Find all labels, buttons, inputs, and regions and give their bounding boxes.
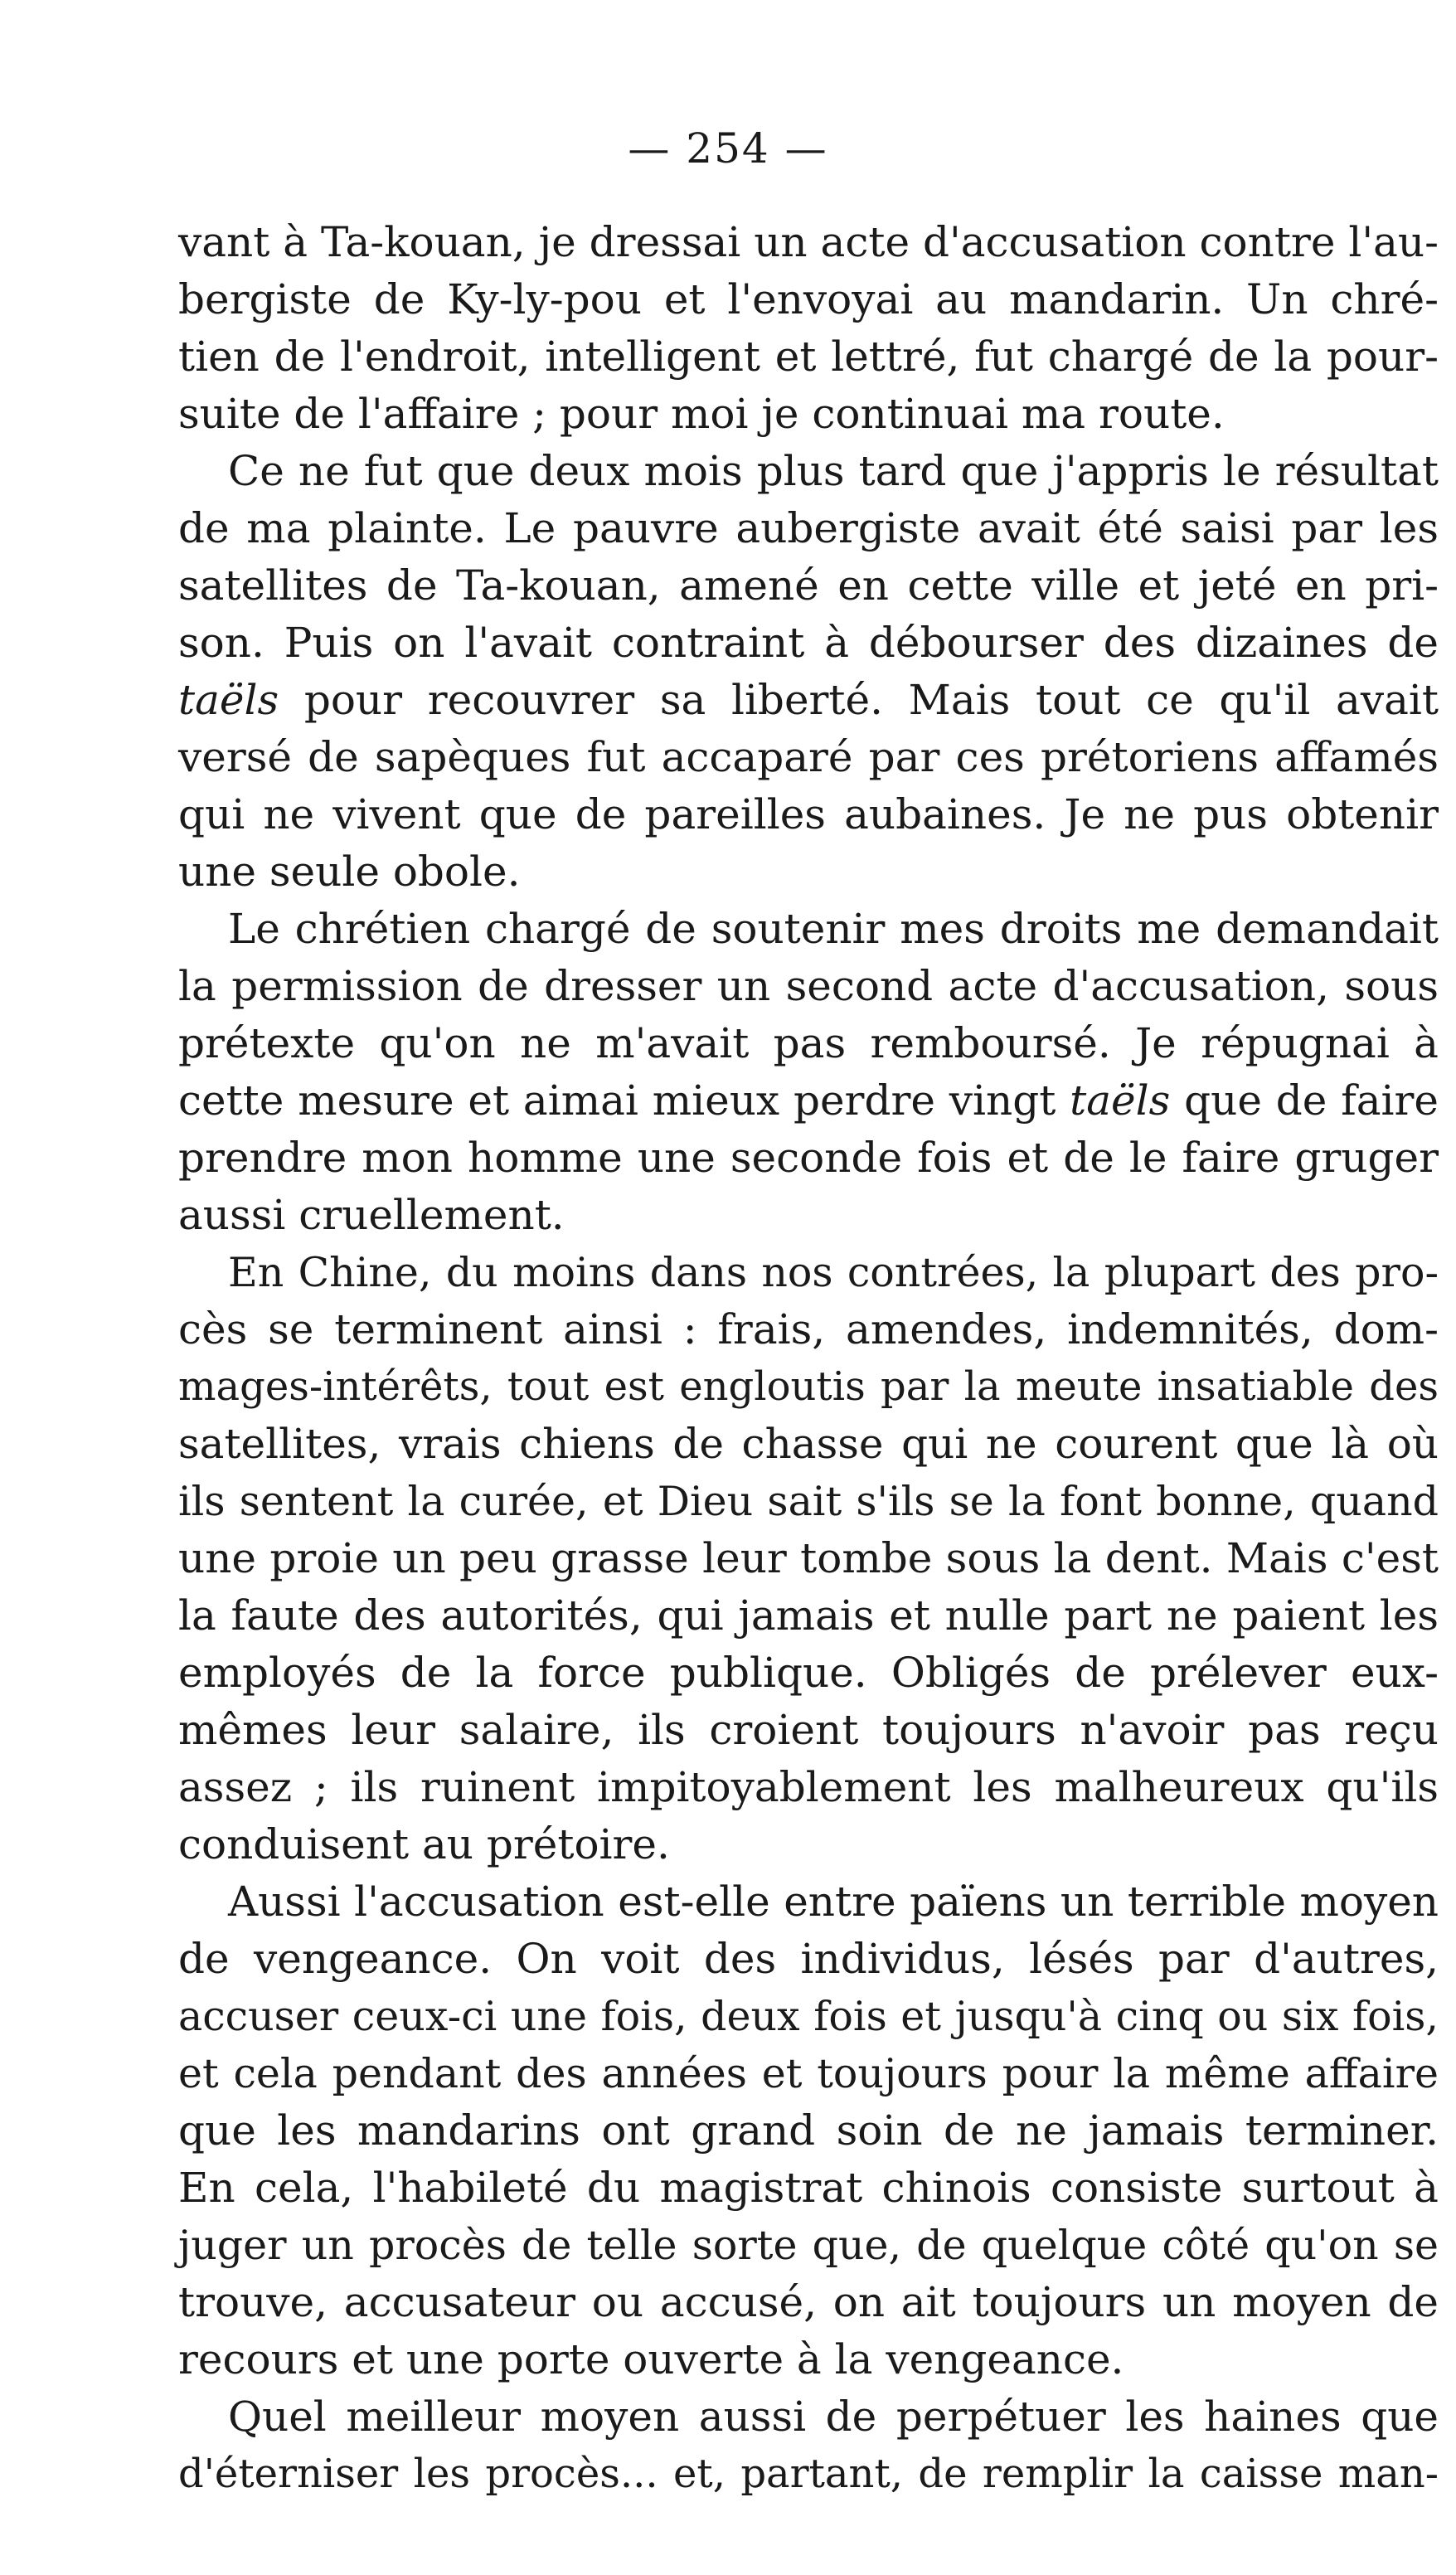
paragraph-3 (178, 901, 1439, 1244)
text-line: mages-intérêts, tout est engloutis par la meute insatiable des (178, 1363, 1439, 1410)
text-line: accuser ceux-ci une fois, deux fois et jusqu'à cinq ou six fois, (178, 1993, 1439, 2040)
text-line: cès se terminent ainsi : frais, amendes, indemnités, dom- (178, 1305, 1439, 1353)
text-line: En cela, l'habileté du magistrat chinois consiste surtout à (178, 2164, 1439, 2212)
text-line: bergiste de Ky-ly-pou et l'envoyai au mandarin. Un chré- (178, 275, 1439, 323)
italic-word: taëls (178, 676, 279, 724)
text-line: son. Puis on l'avait contraint à débourser des dizaines de (178, 619, 1439, 667)
text-line: Le chrétien chargé de soutenir mes droits me demandait (228, 905, 1439, 953)
text-line: mêmes leur salaire, ils croient toujours n'avoir pas reçu (178, 1706, 1439, 1754)
text-line: Aussi l'accusation est-elle entre païens un terrible moyen (228, 1878, 1439, 1926)
text-line: prendre mon homme une seconde fois et de le faire gruger (178, 1134, 1439, 1182)
text-line: une seule obole. (178, 848, 521, 896)
text-line: la faute des autorités, qui jamais et nulle part ne paient les (178, 1591, 1439, 1640)
text-line: conduisent au prétoire. (178, 1820, 670, 1868)
text-line: employés de la force publique. Obligés de prélever eux- (178, 1649, 1439, 1697)
text-line: prétexte qu'on ne m'avait pas remboursé. Je répugnai à (178, 1019, 1439, 1067)
text-line: et cela pendant des années et toujours pour la même affaire (178, 2050, 1439, 2097)
paragraph-6 (178, 2388, 1439, 2503)
text-line: Quel meilleur moyen aussi de perpétuer les haines que (228, 2393, 1439, 2441)
text-line: cette mesure et aimai mieux perdre vingt taëls que de faire (178, 1076, 1439, 1125)
text-line: trouve, accusateur ou accusé, on ait toujours un moyen de (178, 2278, 1439, 2326)
text-line: que les mandarins ont grand soin de ne jamais terminer. (178, 2106, 1439, 2155)
text-line: de ma plainte. Le pauvre aubergiste avait été saisi par les (178, 504, 1439, 552)
text-line: une proie un peu grasse leur tombe sous la dent. Mais c'est (178, 1534, 1439, 1582)
paragraph-4 (178, 1244, 1439, 1873)
text-line: la permission de dresser un second acte d'accusation, sous (178, 962, 1439, 1010)
text-line: tien de l'endroit, intelligent et lettré, fut chargé de la pour- (178, 333, 1439, 381)
text-line: d'éterniser les procès... et, partant, de remplir la caisse man- (178, 2451, 1439, 2497)
paragraph-5 (178, 1873, 1439, 2388)
text-line: recours et une porte ouverte à la vengeance. (178, 2335, 1124, 2383)
page-text (178, 214, 1439, 2503)
text-line: Ce ne fut que deux mois plus tard que j'appris le résultat (228, 447, 1439, 495)
text-line: vant à Ta-kouan, je dressai un acte d'accusation contre l'au- (178, 218, 1439, 266)
italic-word: taëls (1070, 1076, 1171, 1125)
text-line: assez ; ils ruinent impitoyablement les malheureux qu'ils (178, 1763, 1439, 1811)
page-number: — 254 — (628, 124, 828, 172)
paragraph-2 (178, 443, 1439, 901)
text-line: ils sentent la curée, et Dieu sait s'ils se la font bonne, quand (178, 1478, 1439, 1525)
text-line: aussi cruellement. (178, 1191, 565, 1239)
text-line: versé de sapèques fut accaparé par ces prétoriens affamés (178, 733, 1439, 781)
text-line: suite de l'affaire ; pour moi je continuai ma route. (178, 390, 1225, 438)
paragraph-1 (178, 214, 1439, 443)
text-line: juger un procès de telle sorte que, de quelque côté qu'on se (178, 2222, 1439, 2269)
text-line: qui ne vivent que de pareilles aubaines. Je ne pus obtenir (178, 790, 1439, 838)
text-line: de vengeance. On voit des individus, lésés par d'autres, (178, 1935, 1439, 1983)
text-line: satellites de Ta-kouan, amené en cette ville et jeté en pri- (178, 561, 1439, 610)
text-line-italic-taels: taëls pour recouvrer sa liberté. Mais tout ce qu'il avait (178, 676, 1439, 724)
text-line: satellites, vrais chiens de chasse qui ne courent que là où (178, 1420, 1439, 1468)
text-line: En Chine, du moins dans nos contrées, la plupart des pro- (228, 1249, 1439, 1296)
